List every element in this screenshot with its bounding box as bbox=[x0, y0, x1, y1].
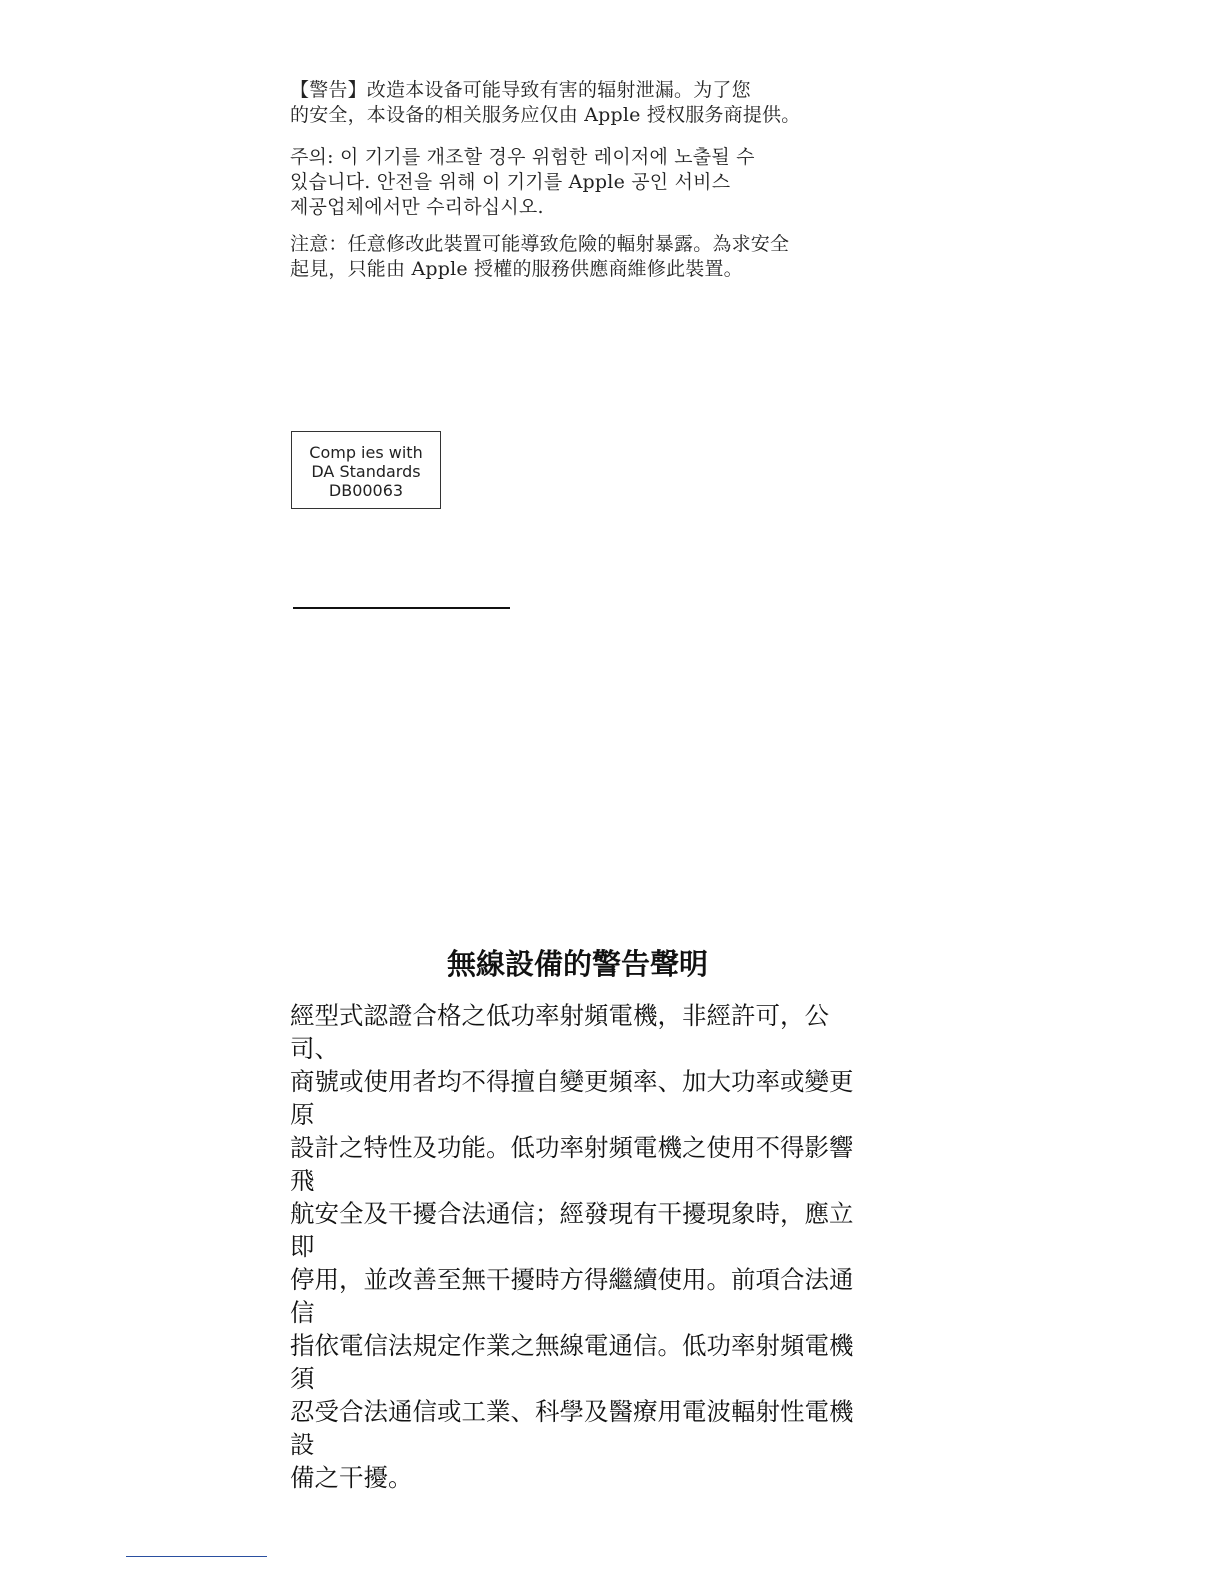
compliance-line-2: DA Standards bbox=[311, 462, 421, 481]
compliance-line-3: DB00063 bbox=[328, 481, 404, 500]
fda-compliance-label bbox=[291, 431, 441, 509]
compliance-line-1: Comp ies with bbox=[309, 443, 423, 462]
section-divider bbox=[293, 607, 510, 609]
laser-warning-korean: 주의: 이 기기를 개조할 경우 위험한 레이저에 노출될 수 있습니다. 안전을 위해 이 기기를 Apple 공인 서비스 제공업체에서만 수리하십시오. bbox=[290, 146, 755, 218]
laser-warning-simplified-chinese: 【警告】改造本设备可能导致有害的辐射泄漏。为了您 的安全，本设备的相关服务应仅由 Apple 授权服务商提供。 bbox=[290, 79, 801, 126]
wireless-notice-body: 經型式認證合格之低功率射頻電機，非經許可，公司、 商號或使用者均不得擅自變更頻率、加大功率或變更原 設計之特性及功能。低功率射頻電機之使用不得影響飛 航安全及干擾合法通信；經發現有干擾現象時，應立即 停用，並改善至無干擾時方得繼續使用。前項合法通信 指依電信法規定作業之無線電通信。低功率射頻電機須 忍受合法通信或工業、科學及醫療用電波輻射性電機設 備之干擾。 bbox=[290, 1001, 854, 1492]
laser-warning-traditional-chinese: 注意：任意修改此裝置可能導致危險的輻射暴露。為求安全 起見，只能由 Apple 授權的服務供應商維修此裝置。 bbox=[290, 233, 790, 280]
footer-divider bbox=[126, 1556, 267, 1557]
wireless-notice-title: 無線設備的警告聲明 bbox=[446, 947, 708, 981]
